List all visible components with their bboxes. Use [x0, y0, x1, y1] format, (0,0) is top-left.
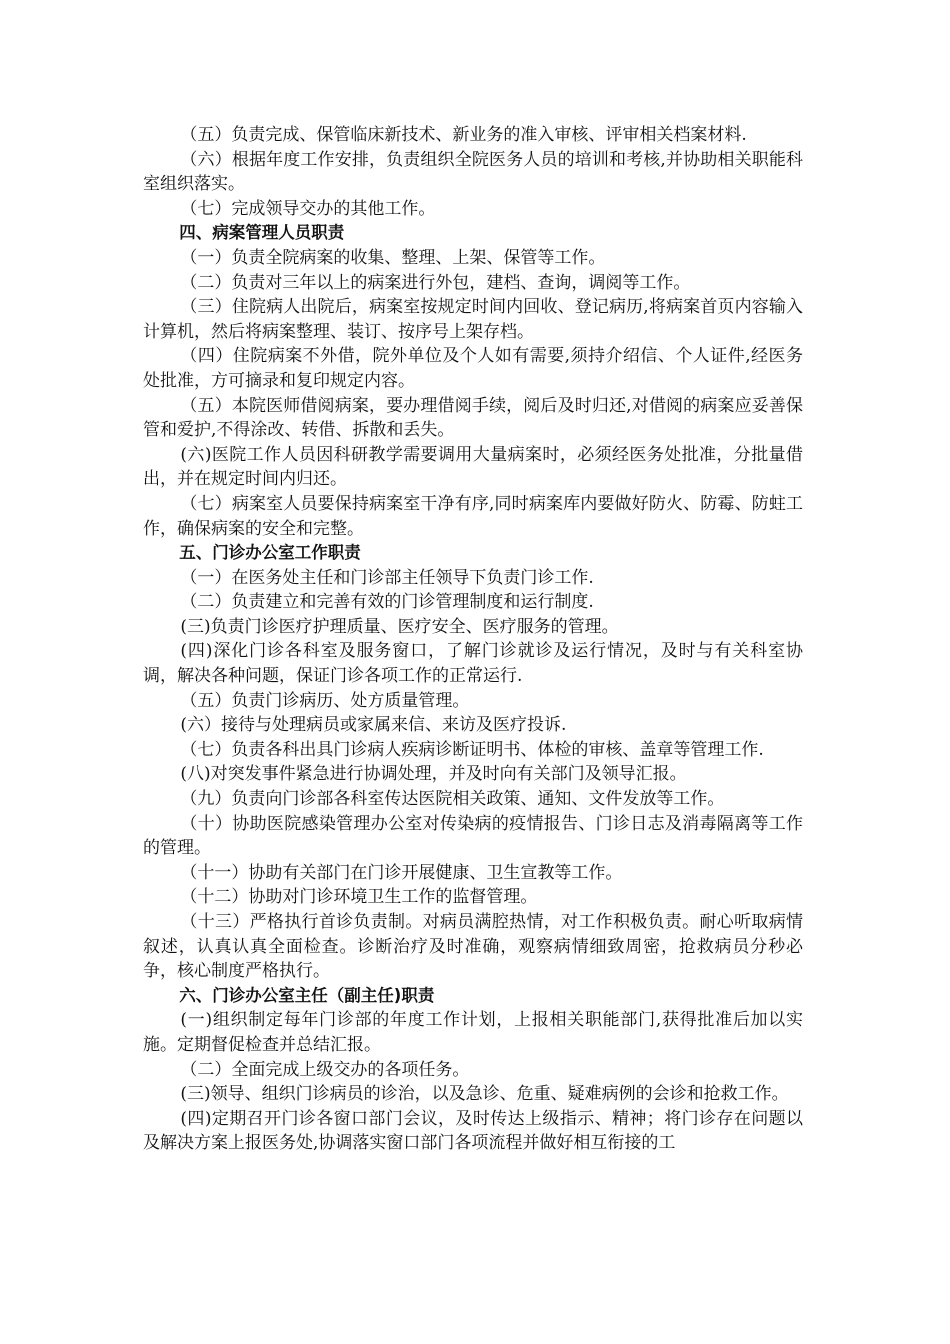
paragraph: （四）住院病案不外借，院外单位及个人如有需要,须持介绍信、个人证件,经医务处批准，方可摘录和复印规定内容。 [143, 346, 803, 391]
paragraph: （五）负责门诊病历、处方质量管理。 [180, 690, 470, 711]
document-page [143, 123, 803, 1156]
paragraph: （三）住院病人出院后，病案室按规定时间内回收、登记病历,将病案首页内容输入计算机，然后将病案整理、装订、按序号上架存档。 [143, 297, 803, 342]
paragraph: （二）负责对三年以上的病案进行外包，建档、查询，调阅等工作。 [180, 272, 691, 293]
paragraph: （九）负责向门诊部各科室传达医院相关政策、通知、文件发放等工作。 [180, 789, 725, 810]
section-heading: 四、病案管理人员职责 [179, 223, 345, 243]
paragraph: (六）接待与处理病员或家属来信、来访及医疗投诉. [180, 715, 567, 736]
paragraph: (四)深化门诊各科室及服务窗口，了解门诊就诊及运行情况，及时与有关科室协调，解决各种问题，保证门诊各项工作的正常运行. [143, 641, 803, 687]
paragraph: （七）病案室人员要保持病案室干净有序,同时病案库内要做好防火、防霉、防蛀工作，确保病案的安全和完整。 [143, 493, 803, 539]
paragraph: (三)领导、组织门诊病员的诊治，以及急诊、危重、疑难病例的会诊和抢救工作。 [180, 1084, 789, 1105]
paragraph: （一）在医务处主任和门诊部主任领导下负责门诊工作. [180, 567, 594, 588]
paragraph: (一)组织制定每年门诊部的年度工作计划，上报相关职能部门,获得批准后加以实施。定期督促检查并总结汇报。 [143, 1010, 803, 1055]
paragraph: （十二）协助对门诊环境卫生工作的监督管理。 [180, 887, 538, 908]
paragraph: （十三）严格执行首诊负责制。对病员满腔热情，对工作积极负责。耐心听取病情叙述，认真认真全面检查。诊断治疗及时准确，观察病情细致周密，抢救病员分秒必争，核心制度严格执行。 [143, 912, 803, 982]
paragraph: （七）完成领导交办的其他工作。 [180, 198, 436, 219]
paragraph: （二）全面完成上级交办的各项任务。 [180, 1059, 470, 1080]
paragraph: （五）负责完成、保管临床新技术、新业务的准入审核、评审相关档案材料. [180, 125, 747, 145]
paragraph: （十一）协助有关部门在门诊开展健康、卫生宣教等工作。 [180, 862, 623, 883]
paragraph: （十）协助医院感染管理办公室对传染病的疫情报告、门诊日志及消毒隔离等工作的管理。 [143, 813, 803, 859]
section-heading: 五、门诊办公室工作职责 [179, 543, 361, 563]
paragraph: (四)定期召开门诊各窗口部门会议，及时传达上级指示、精神；将门诊存在问题以及解决方案上报医务处,协调落实窗口部门各项流程并做好相互衔接的工 [143, 1108, 803, 1154]
paragraph: （五）本院医师借阅病案，要办理借阅手续，阅后及时归还,对借阅的病案应妥善保管和爱护,不得涂改、转借、拆散和丢失。 [143, 395, 803, 441]
paragraph: (三)负责门诊医疗护理质量、医疗安全、医疗服务的管理。 [180, 616, 619, 637]
paragraph: （二）负责建立和完善有效的门诊管理制度和运行制度. [180, 592, 594, 613]
section-heading: 六、门诊办公室主任（副主任)职责 [179, 985, 435, 1005]
paragraph: (六)医院工作人员因科研教学需要调用大量病案时，必须经医务处批准，分批量借出，并在规定时间内归还。 [143, 444, 803, 490]
paragraph: （六）根据年度工作安排，负责组织全院医务人员的培训和考核,并协助相关职能科室组织落实。 [143, 149, 803, 195]
paragraph: （七）负责各科出具门诊病人疾病诊断证明书、体检的审核、盖章等管理工作. [180, 739, 764, 760]
paragraph: （一）负责全院病案的收集、整理、上架、保管等工作。 [180, 247, 606, 268]
paragraph: (八)对突发事件紧急进行协调处理，并及时向有关部门及领导汇报。 [180, 764, 687, 785]
